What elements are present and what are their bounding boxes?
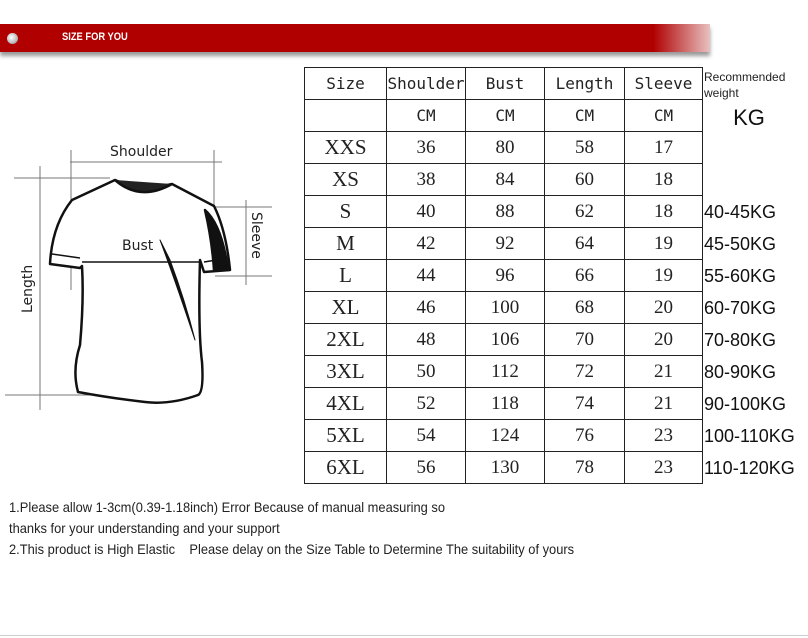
table-cell: 100 <box>466 292 545 324</box>
table-unit-row <box>305 100 703 132</box>
weight-range: 110-120KG <box>704 458 795 478</box>
table-cell: 21 <box>625 388 703 420</box>
weight-range: 40-45KG <box>704 202 777 222</box>
table-cell: 66 <box>545 260 625 292</box>
tshirt-measurement-diagram <box>0 130 300 420</box>
table-cell: 58 <box>545 132 625 164</box>
recommended-weight-column <box>704 67 808 478</box>
table-cell: 42 <box>387 228 466 260</box>
table-row <box>305 356 703 388</box>
weight-range: 55-60KG <box>704 266 777 286</box>
table-cell: 106 <box>466 324 545 356</box>
table-cell: 54 <box>387 420 466 452</box>
table-cell: 18 <box>625 164 703 196</box>
weight-range: 90-100KG <box>704 394 787 414</box>
table-cell: 70 <box>545 324 625 356</box>
table-cell: 118 <box>466 388 545 420</box>
table-header-row <box>305 68 703 100</box>
table-row <box>305 196 703 228</box>
shoulder-label: Shoulder <box>110 144 173 160</box>
table-cell: 46 <box>387 292 466 324</box>
banner-title: SIZE FOR YOU <box>62 31 128 43</box>
table-cell: 76 <box>545 420 625 452</box>
table-cell: 6XL <box>305 452 387 484</box>
table-cell: 80 <box>466 132 545 164</box>
table-cell: 17 <box>625 132 703 164</box>
table-row <box>305 164 703 196</box>
table-cell: 3XL <box>305 356 387 388</box>
bust-label: Bust <box>122 238 154 254</box>
table-cell: M <box>305 228 387 260</box>
weight-range: 60-70KG <box>704 298 777 318</box>
table-cell: 56 <box>387 452 466 484</box>
table-cell: Length <box>545 68 625 100</box>
table-cell: CM <box>625 100 703 132</box>
divider <box>0 635 808 636</box>
table-cell: 68 <box>545 292 625 324</box>
bullet-icon <box>7 33 18 44</box>
table-cell: 44 <box>387 260 466 292</box>
table-row <box>305 420 703 452</box>
length-label: Length <box>20 264 36 313</box>
table-row <box>305 388 703 420</box>
table-row <box>305 292 703 324</box>
table-cell: CM <box>387 100 466 132</box>
table-cell: 18 <box>625 196 703 228</box>
weight-range: 45-50KG <box>704 234 777 254</box>
table-cell: 84 <box>466 164 545 196</box>
table-cell: 2XL <box>305 324 387 356</box>
table-cell: 19 <box>625 260 703 292</box>
table-cell: Bust <box>466 68 545 100</box>
table-cell: 124 <box>466 420 545 452</box>
table-row <box>305 324 703 356</box>
size-banner <box>0 24 710 52</box>
table-cell: 62 <box>545 196 625 228</box>
table-row <box>305 452 703 484</box>
table-cell: 130 <box>466 452 545 484</box>
recommended-weight-label: Recommended weight <box>704 70 786 100</box>
table-cell: 20 <box>625 292 703 324</box>
table-row <box>305 132 703 164</box>
table-cell: 96 <box>466 260 545 292</box>
note-line: 1.Please allow 1-3cm(0.39-1.18inch) Error Because of manual measuring so <box>9 499 445 515</box>
table-cell: XXS <box>305 132 387 164</box>
table-cell: 88 <box>466 196 545 228</box>
table-row <box>305 228 703 260</box>
table-cell: XL <box>305 292 387 324</box>
table-cell: 52 <box>387 388 466 420</box>
table-cell: Shoulder <box>387 68 466 100</box>
table-cell: Size <box>305 68 387 100</box>
table-cell: S <box>305 196 387 228</box>
table-cell: 19 <box>625 228 703 260</box>
table-cell: 36 <box>387 132 466 164</box>
table-cell: 92 <box>466 228 545 260</box>
weight-range: 80-90KG <box>704 362 777 382</box>
table-cell: 4XL <box>305 388 387 420</box>
table-cell: 38 <box>387 164 466 196</box>
table-cell: L <box>305 260 387 292</box>
sleeve-label: Sleeve <box>248 212 264 259</box>
table-cell: XS <box>305 164 387 196</box>
table-cell: 23 <box>625 420 703 452</box>
weight-range: 70-80KG <box>704 330 777 350</box>
table-cell: 23 <box>625 452 703 484</box>
size-table <box>304 67 703 484</box>
table-cell: 78 <box>545 452 625 484</box>
table-cell: 64 <box>545 228 625 260</box>
table-cell: Sleeve <box>625 68 703 100</box>
table-cell: 40 <box>387 196 466 228</box>
table-cell: 112 <box>466 356 545 388</box>
table-cell: CM <box>466 100 545 132</box>
note-line: thanks for your understanding and your support <box>9 520 280 536</box>
table-cell <box>305 100 387 132</box>
weight-range: 100-110KG <box>704 426 795 446</box>
weight-unit: KG <box>733 105 765 130</box>
table-cell: 5XL <box>305 420 387 452</box>
table-cell: CM <box>545 100 625 132</box>
table-cell: 50 <box>387 356 466 388</box>
table-cell: 60 <box>545 164 625 196</box>
table-cell: 21 <box>625 356 703 388</box>
table-cell: 72 <box>545 356 625 388</box>
table-cell: 20 <box>625 324 703 356</box>
table-cell: 74 <box>545 388 625 420</box>
note-line: 2.This product is High Elastic Please delay on the Size Table to Determine The suitability of yours <box>9 541 575 557</box>
table-row <box>305 260 703 292</box>
size-notes <box>9 497 574 560</box>
table-cell: 48 <box>387 324 466 356</box>
